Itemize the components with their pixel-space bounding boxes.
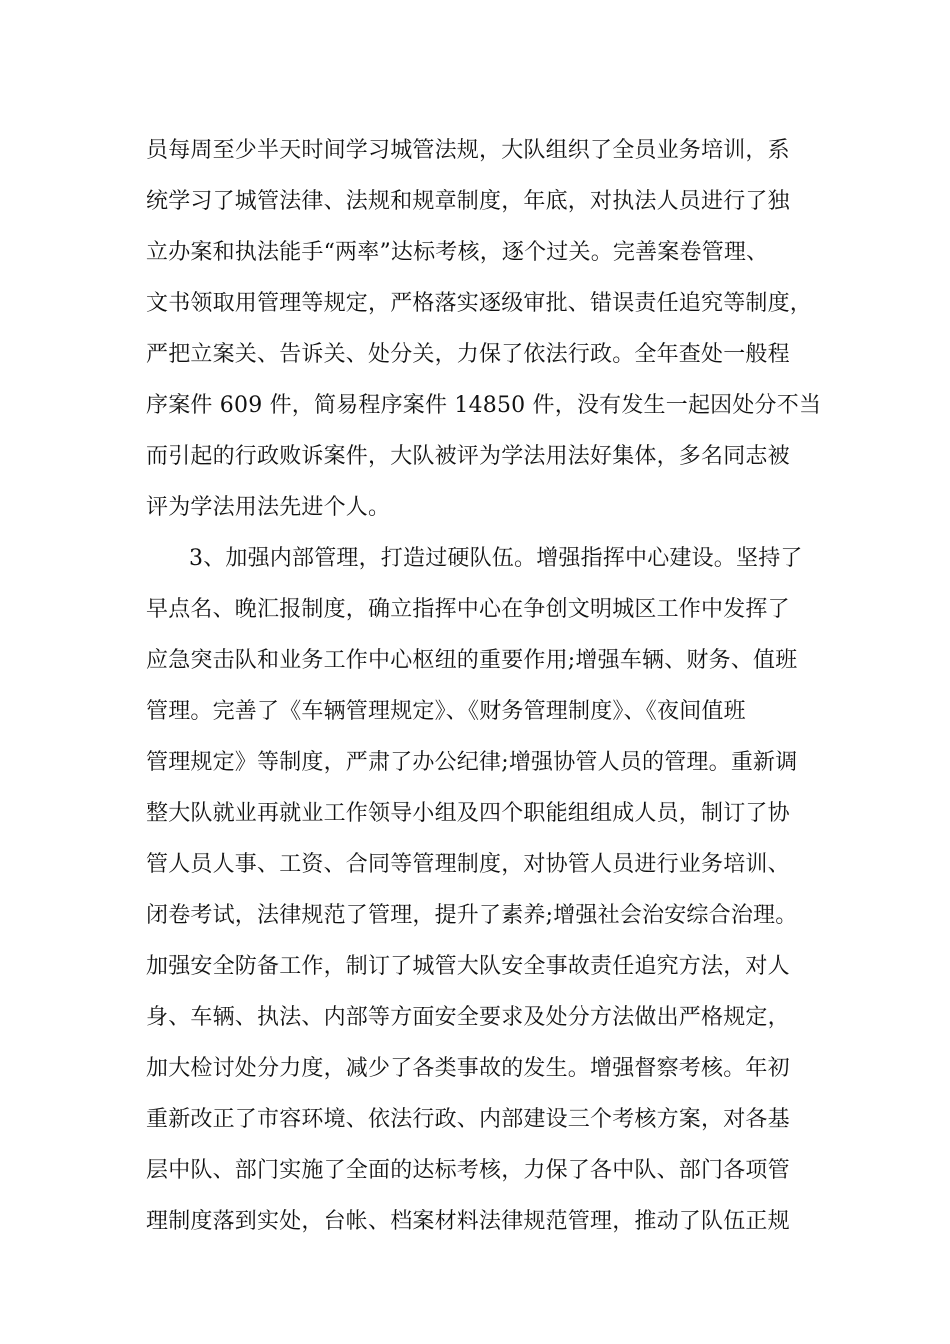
text-line: 身、车辆、执法、内部等方面安全要求及处分方法做出严格规定， <box>146 1005 790 1030</box>
text-line: 员每周至少半天时间学习城管法规，大队组织了全员业务培训，系 <box>146 138 790 163</box>
text-line: 重新改正了市容环境、依法行政、内部建设三个考核方案，对各基 <box>146 1107 790 1132</box>
text-line: 整大队就业再就业工作领导小组及四个职能组组成人员，制订了协 <box>146 801 790 826</box>
text-line: 层中队、部门实施了全面的达标考核，力保了各中队、部门各项管 <box>146 1158 790 1183</box>
text-line: 早点名、晚汇报制度，确立指挥中心在争创文明城区工作中发挥了 <box>146 597 790 622</box>
paragraph-start-line: 3、加强内部管理，打造过硬队伍。增强指挥中心建设。坚持了 <box>189 546 803 571</box>
text-line: 加大检讨处分力度，减少了各类事故的发生。增强督察考核。年初 <box>146 1056 790 1081</box>
text-line: 管理规定》等制度，严肃了办公纪律;增强协管人员的管理。重新调 <box>146 750 798 775</box>
text-line: 管理。完善了《车辆管理规定》、《财务管理制度》、《夜间值班 <box>146 699 746 724</box>
text-line: 应急突击队和业务工作中心枢纽的重要作用;增强车辆、财务、值班 <box>146 648 798 673</box>
text-line: 闭卷考试，法律规范了管理，提升了素养;增强社会治安综合治理。 <box>146 903 798 928</box>
text-line: 统学习了城管法律、法规和规章制度，年底，对执法人员进行了独 <box>146 189 790 214</box>
text-line: 严把立案关、告诉关、处分关，力保了依法行政。全年查处一般程 <box>146 342 790 367</box>
text-line: 而引起的行政败诉案件，大队被评为学法用法好集体，多名同志被 <box>146 444 790 469</box>
text-line: 理制度落到实处，台帐、档案材料法律规范管理，推动了队伍正规 <box>146 1209 790 1234</box>
body-text <box>146 131 846 1253</box>
text-line: 文书领取用管理等规定，严格落实逐级审批、错误责任追究等制度， <box>146 291 813 316</box>
text-line: 序案件 609 件，简易程序案件 14850 件，没有发生一起因处分不当 <box>146 393 822 418</box>
text-line: 评为学法用法先进个人。 <box>146 495 391 520</box>
text-line: 加强安全防备工作，制订了城管大队安全事故责任追究方法，对人 <box>146 954 790 979</box>
text-line: 立办案和执法能手“两率”达标考核，逐个过关。完善案卷管理、 <box>146 240 769 265</box>
text-line: 管人员人事、工资、合同等管理制度，对协管人员进行业务培训、 <box>146 852 790 877</box>
